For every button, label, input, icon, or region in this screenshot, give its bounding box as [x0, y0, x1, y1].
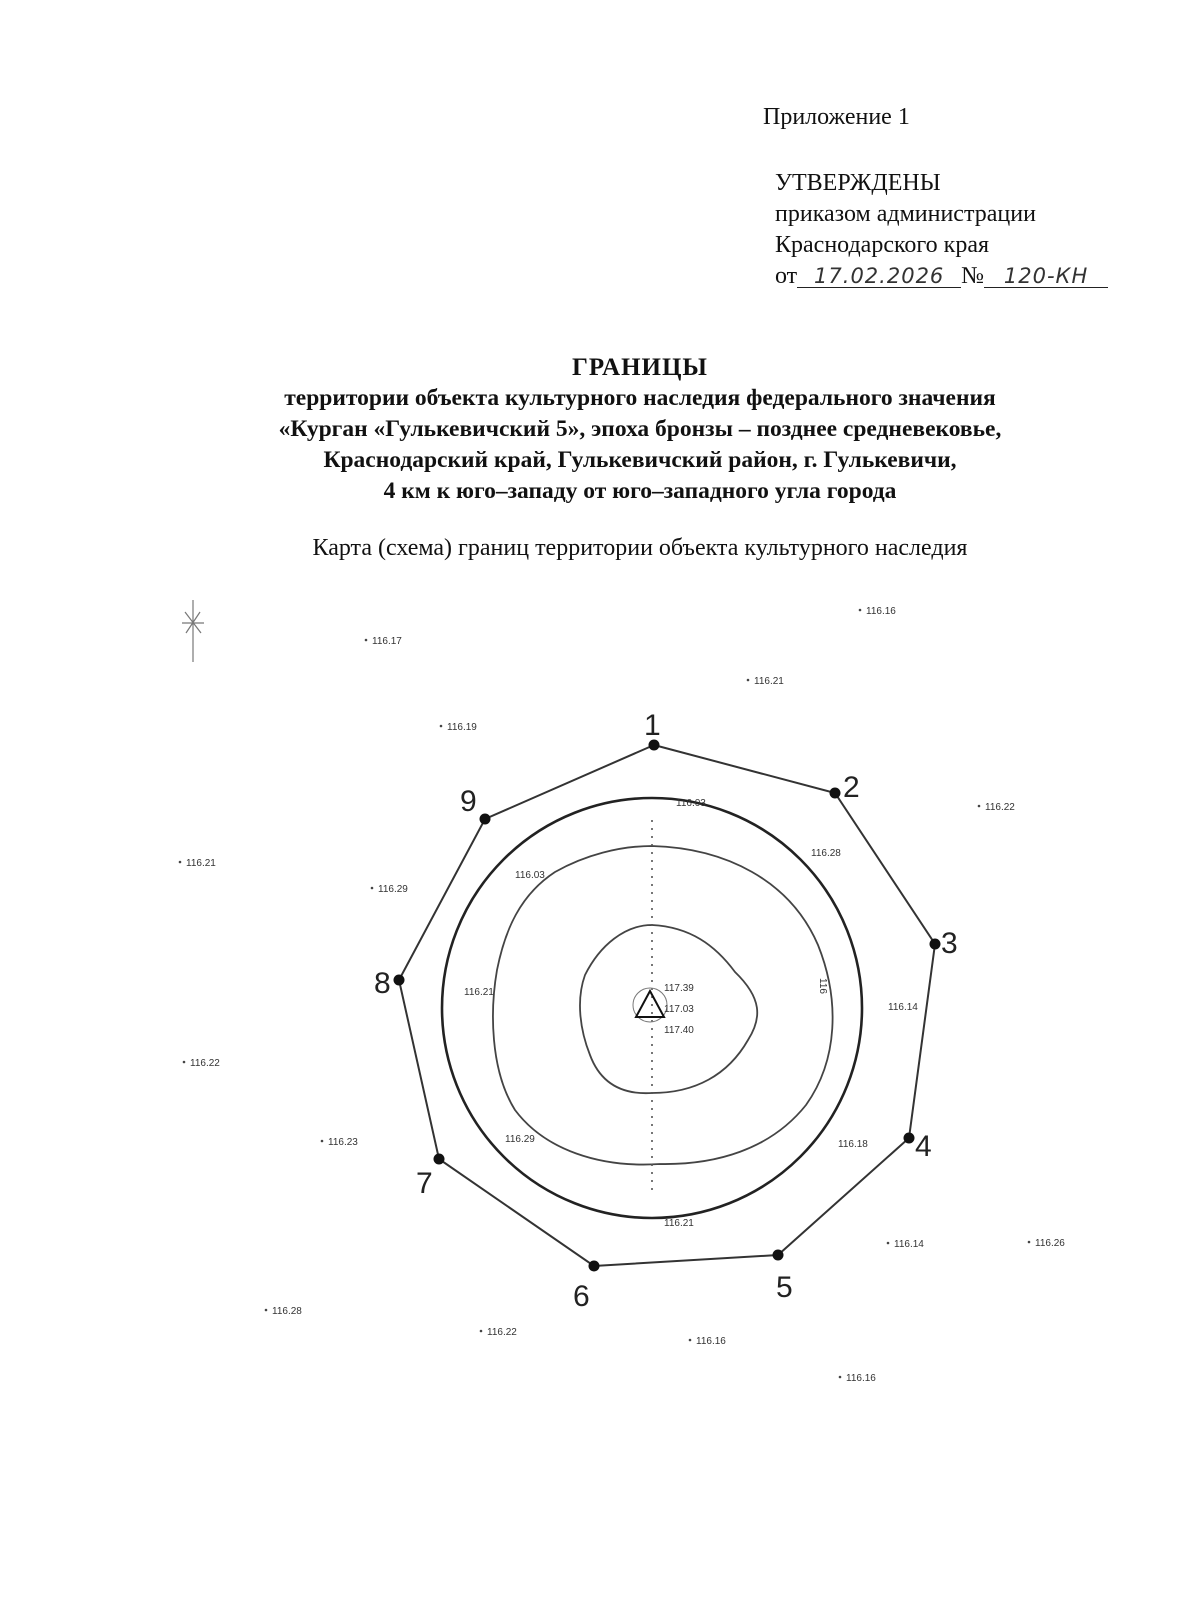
north-arrow-icon — [182, 600, 204, 662]
summit-label: 117.03 — [664, 1004, 694, 1015]
contour-label: 116.29 — [505, 1134, 535, 1145]
summit-label: 117.40 — [664, 1025, 694, 1036]
contour-label: 116.03 — [515, 870, 545, 881]
date-prefix: от — [775, 263, 798, 289]
elevation-mark: 116.21 — [754, 676, 784, 687]
elevation-mark: 116.17 — [372, 636, 402, 647]
approved-heading: УТВЕРЖДЕНЫ — [775, 170, 941, 196]
appendix-label: Приложение 1 — [763, 104, 910, 130]
title-line-4: 4 км к юго–западу от юго–западного угла города — [383, 478, 897, 504]
title-line-1: территории объекта культурного наследия федерального значения — [284, 385, 996, 411]
boundary-point-7-dot — [434, 1154, 445, 1165]
boundary-point-5-label: 5 — [776, 1271, 793, 1304]
boundary-point-1-label: 1 — [644, 709, 661, 742]
title-line-3: Краснодарский край, Гулькевичский район, г. Гулькевичи, — [323, 447, 957, 473]
boundary-point-9-label: 9 — [460, 785, 477, 818]
elevation-mark: 116.22 — [487, 1327, 517, 1338]
handwritten-number: 120-КН — [984, 265, 1108, 288]
contour-label: 116.03 — [676, 798, 706, 809]
boundary-point-8-dot — [394, 975, 405, 986]
boundary-point-5-dot — [773, 1250, 784, 1261]
boundary-point-2-label: 2 — [843, 771, 860, 804]
contour-label: 116.28 — [811, 848, 841, 859]
elevation-mark: 116.19 — [447, 722, 477, 733]
elevation-mark: 116.29 — [378, 884, 408, 895]
contour-label: 116.21 — [464, 987, 494, 998]
elevation-mark: 116.21 — [186, 858, 216, 869]
contour-label: 116.14 — [888, 1002, 918, 1013]
map-caption: Карта (схема) границ территории объекта культурного наследия — [312, 535, 968, 561]
elevation-mark: 116.14 — [894, 1239, 924, 1250]
boundary-point-3-label: 3 — [941, 927, 958, 960]
contour-label: 116.18 — [838, 1139, 868, 1150]
elevation-mark: 116.22 — [985, 802, 1015, 813]
contour-label: 116.21 — [664, 1218, 694, 1229]
title-line-2: «Курган «Гулькевичский 5», эпоха бронзы – позднее средневековье, — [278, 416, 1002, 442]
summit-label: 117.39 — [664, 983, 694, 994]
elevation-mark: 116.16 — [696, 1336, 726, 1347]
boundary-point-7-label: 7 — [416, 1167, 433, 1200]
boundary-point-3-dot — [930, 939, 941, 950]
elevation-mark: 116.22 — [190, 1058, 220, 1069]
number-prefix: № — [961, 263, 985, 289]
boundary-point-6-label: 6 — [573, 1280, 590, 1313]
title-main: ГРАНИЦЫ — [572, 354, 708, 381]
boundary-point-6-dot — [589, 1261, 600, 1272]
boundary-point-8-label: 8 — [374, 967, 391, 1000]
handwritten-date: 17.02.2026 — [797, 265, 961, 288]
by-order-line: приказом администрации — [775, 201, 1036, 227]
elevation-mark: 116.26 — [1035, 1238, 1065, 1249]
elevation-mark: 116.28 — [272, 1306, 302, 1317]
contour-label: 116 — [817, 978, 828, 994]
region-line: Краснодарского края — [775, 232, 990, 258]
boundary-point-4-dot — [904, 1133, 915, 1144]
boundary-point-4-label: 4 — [915, 1130, 932, 1163]
summit-triangle-icon — [636, 991, 664, 1017]
boundary-point-9-dot — [480, 814, 491, 825]
boundary-point-2-dot — [830, 788, 841, 799]
elevation-mark: 116.16 — [866, 606, 896, 617]
elevation-mark: 116.16 — [846, 1373, 876, 1384]
contour-middle — [493, 846, 833, 1165]
elevation-mark: 116.23 — [328, 1137, 358, 1148]
